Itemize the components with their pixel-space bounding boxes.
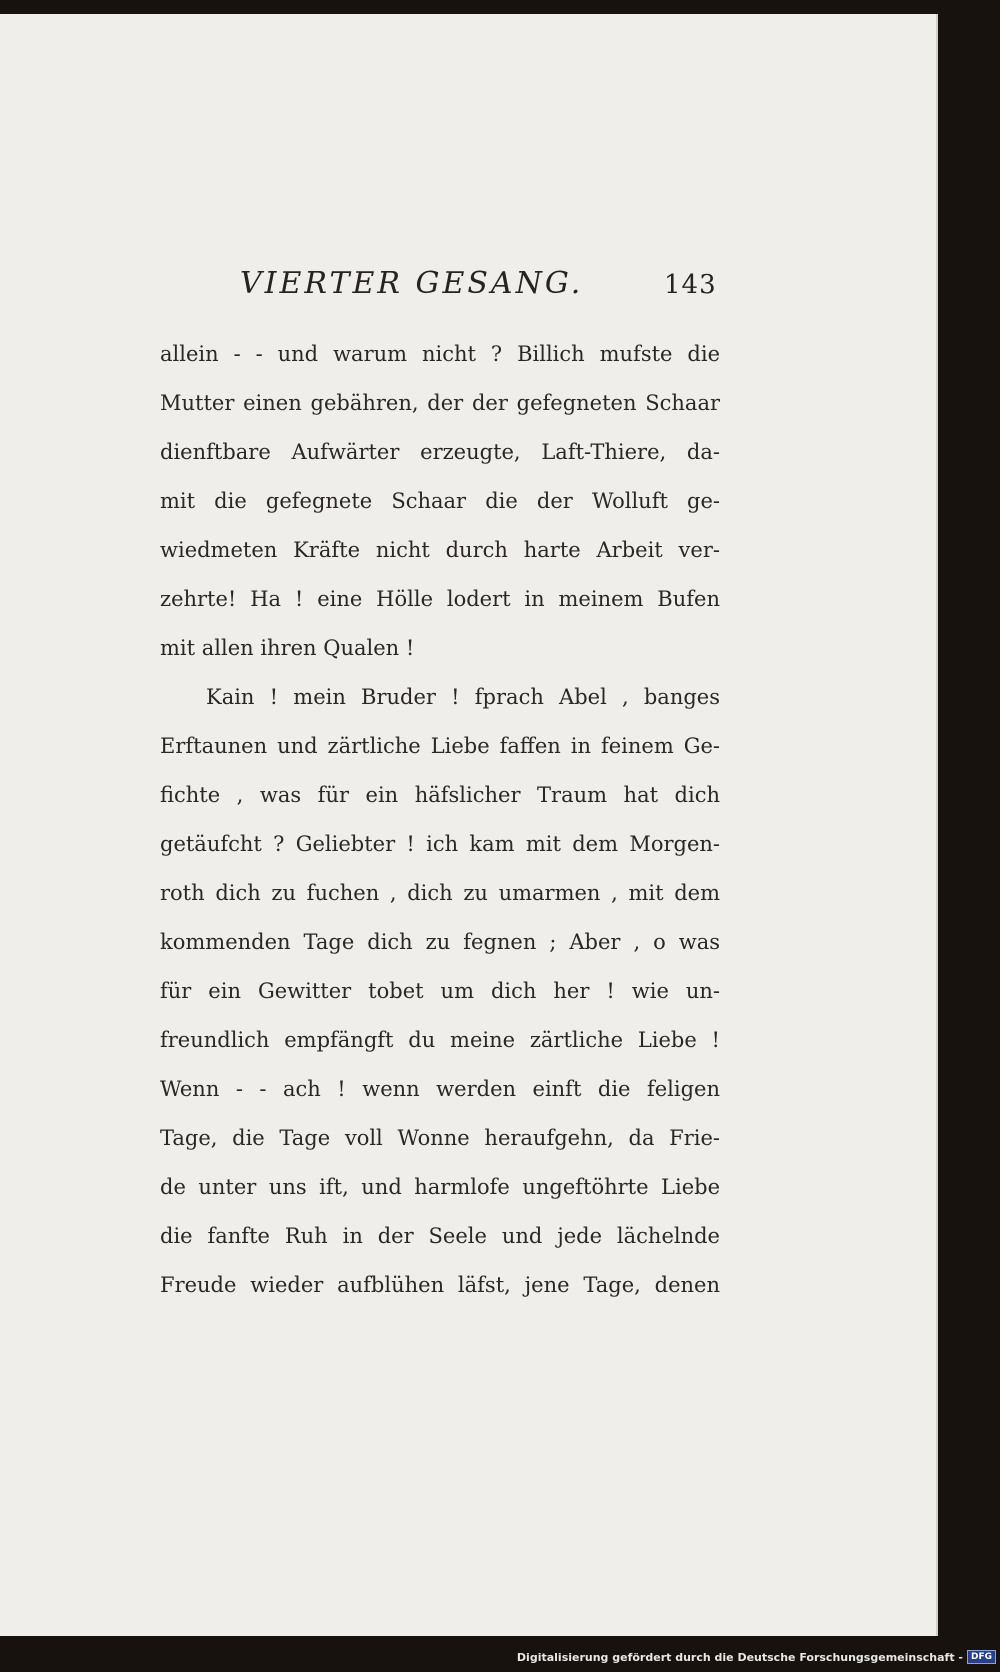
- page-header: [0, 266, 938, 306]
- text-line: mit allen ihren Qualen !: [160, 636, 415, 660]
- text-line: wiedmeten Kräfte nicht durch harte Arbeit ver-: [160, 538, 720, 562]
- text-line: mit die gefegnete Schaar die der Wolluft ge-: [160, 489, 720, 513]
- text-line: Wenn - - ach ! wenn werden einft die feligen: [160, 1077, 720, 1101]
- text-line: allein - - und warum nicht ? Billich mufste die: [160, 342, 720, 366]
- text-line: dienftbare Aufwärter erzeugte, Laft-Thiere, da-: [160, 440, 720, 464]
- text-line: für ein Gewitter tobet um dich her ! wie un-: [160, 979, 720, 1003]
- text-line: fichte , was für ein häfslicher Traum hat dich: [160, 783, 720, 807]
- book-page: [0, 14, 938, 1636]
- text-line: roth dich zu fuchen , dich zu umarmen , mit dem: [160, 881, 720, 905]
- text-line: Tage, die Tage voll Wonne heraufgehn, da Frie-: [160, 1126, 720, 1150]
- text-line: freundlich empfängft du meine zärtliche Liebe !: [160, 1028, 720, 1052]
- text-line: kommenden Tage dich zu fegnen ; Aber , o was: [160, 930, 720, 954]
- text-line: die fanfte Ruh in der Seele und jede lächelnde: [160, 1224, 720, 1248]
- text-line: Freude wieder aufblühen läfst, jene Tage, denen: [160, 1273, 720, 1297]
- page-number: 143: [664, 270, 717, 300]
- dfg-logo-icon: DFG: [967, 1650, 996, 1664]
- text-line: getäufcht ? Geliebter ! ich kam mit dem Morgen-: [160, 832, 720, 856]
- paragraph-start-line: Kain ! mein Bruder ! fprach Abel , banges: [206, 685, 720, 709]
- text-line: zehrte! Ha ! eine Hölle lodert in meinem Bufen: [160, 587, 720, 611]
- running-head: VIERTER GESANG.: [240, 266, 584, 301]
- digitization-credit: [517, 1646, 996, 1668]
- credit-text: Digitalisierung gefördert durch die Deutsche Forschungsgemeinschaft -: [516, 1650, 963, 1664]
- text-line: de unter uns ift, und harmlofe ungeftöhrte Liebe: [160, 1175, 720, 1199]
- text-line: Mutter einen gebähren, der der gefegneten Schaar: [160, 391, 720, 415]
- text-line: Erftaunen und zärtliche Liebe faffen in feinem Ge-: [160, 734, 720, 758]
- body-text: [160, 330, 720, 1310]
